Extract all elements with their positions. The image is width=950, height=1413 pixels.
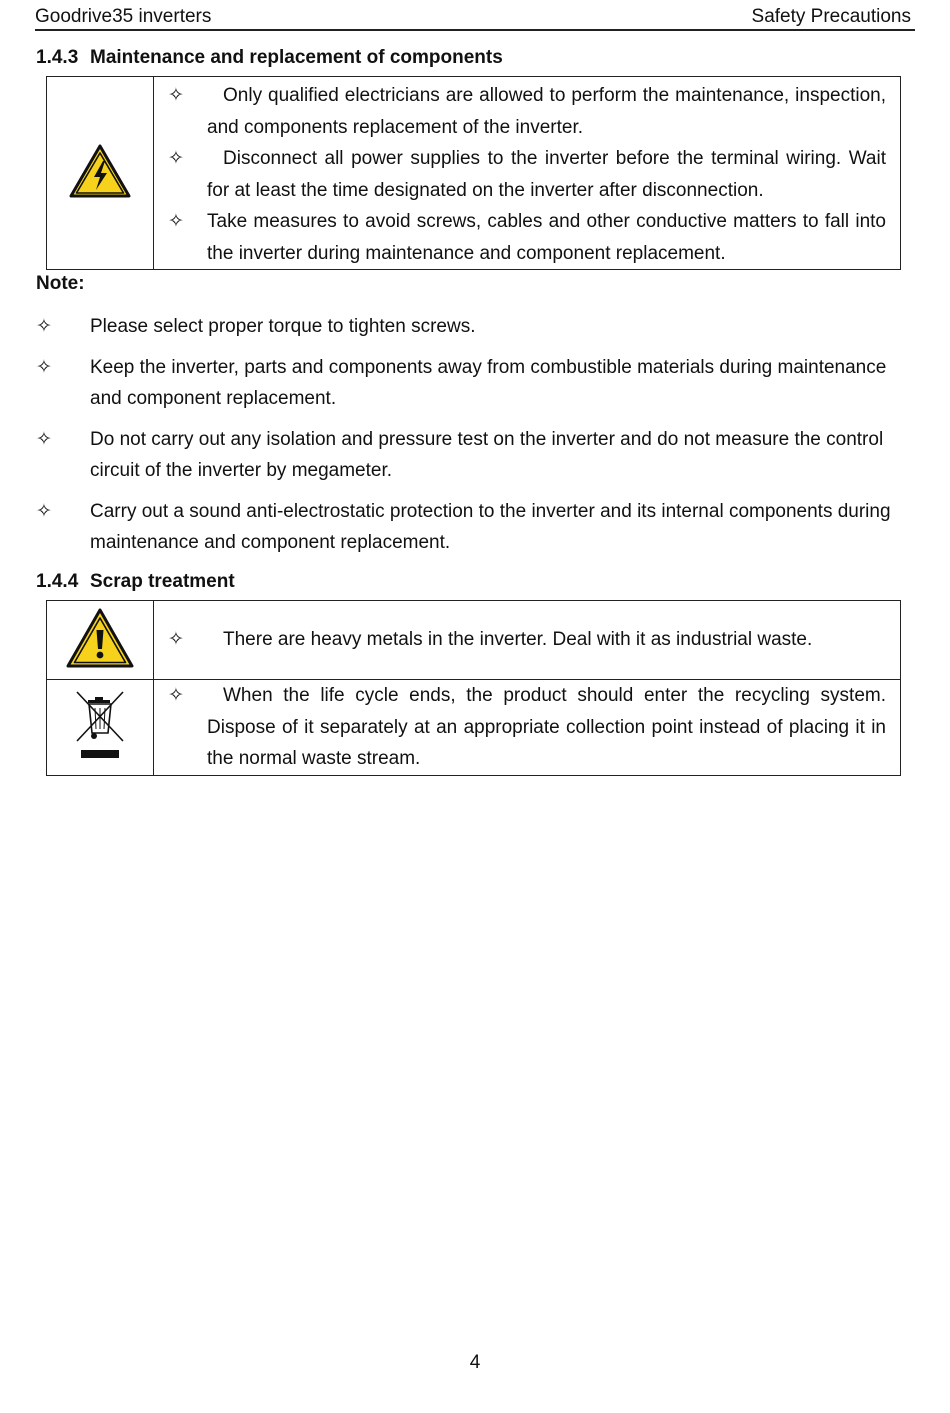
bullet-text: There are heavy metals in the inverter. Deal with it as industrial waste. bbox=[223, 629, 813, 651]
section-number: 1.4.3 bbox=[36, 47, 79, 68]
scrap-bullet bbox=[154, 680, 900, 775]
section-title: Scrap treatment bbox=[90, 571, 235, 592]
diamond-bullet-icon: ✧ bbox=[36, 500, 52, 522]
bullet-text: Only qualified electricians are allowed to perform the maintenance, inspection, and components replacement of the inverter. bbox=[207, 85, 886, 138]
note-item bbox=[36, 311, 912, 343]
scrap-warning-table bbox=[46, 600, 901, 776]
section-heading-maintenance bbox=[36, 47, 503, 69]
bullet-text: When the life cycle ends, the product should enter the recycling system. Dispose of it separately at an appropriate collection point instead of placing it in the normal waste stream. bbox=[207, 685, 886, 769]
scrap-bullet-cell bbox=[154, 680, 901, 776]
scrap-bullet-cell bbox=[154, 601, 901, 680]
crossed-out-wheelie-bin-icon bbox=[74, 689, 126, 761]
weee-icon-cell bbox=[47, 680, 154, 776]
note-text: Carry out a sound anti-electrostatic protection to the inverter and its internal components during maintenance and component replacement. bbox=[90, 500, 891, 553]
bullet-text: Take measures to avoid screws, cables and other conductive matters to fall into the inverter during maintenance and component replacement. bbox=[207, 211, 886, 264]
diamond-bullet-icon: ✧ bbox=[168, 685, 184, 706]
maintenance-bullet bbox=[154, 206, 900, 269]
maintenance-bullet bbox=[154, 143, 900, 206]
note-item bbox=[36, 352, 912, 415]
diamond-bullet-icon: ✧ bbox=[168, 629, 184, 651]
electric-shock-warning-icon bbox=[69, 144, 131, 198]
maintenance-bullet bbox=[154, 80, 900, 143]
note-label: Note: bbox=[36, 273, 85, 294]
section-number: 1.4.4 bbox=[36, 571, 79, 592]
note-text: Do not carry out any isolation and pressure test on the inverter and do not measure the control circuit of the inverter by megameter. bbox=[90, 428, 884, 481]
scrap-bullet bbox=[154, 624, 900, 656]
diamond-bullet-icon: ✧ bbox=[36, 356, 52, 378]
header-chapter-title: Safety Precautions bbox=[751, 6, 911, 27]
header-doc-title: Goodrive35 inverters bbox=[35, 6, 212, 27]
warning-icon-cell bbox=[47, 77, 154, 270]
page-header bbox=[35, 4, 915, 31]
diamond-bullet-icon: ✧ bbox=[36, 428, 52, 450]
note-item bbox=[36, 424, 912, 487]
page-number: 4 bbox=[469, 1352, 481, 1373]
note-text: Please select proper torque to tighten screws. bbox=[90, 316, 476, 337]
note-list bbox=[36, 311, 912, 568]
warning-icon-cell bbox=[47, 601, 154, 680]
general-warning-icon bbox=[66, 608, 134, 668]
diamond-bullet-icon: ✧ bbox=[168, 148, 184, 169]
bullet-text: Disconnect all power supplies to the inverter before the terminal wiring. Wait for at least the time designated on the inverter after disconnection. bbox=[207, 148, 886, 201]
section-heading-scrap bbox=[36, 571, 235, 593]
diamond-bullet-icon: ✧ bbox=[36, 316, 52, 337]
note-text: Keep the inverter, parts and components away from combustible materials during maintenance and component replacement. bbox=[90, 356, 887, 409]
diamond-bullet-icon: ✧ bbox=[168, 85, 184, 106]
note-item bbox=[36, 496, 912, 559]
maintenance-warning-table bbox=[46, 76, 901, 270]
diamond-bullet-icon: ✧ bbox=[168, 211, 184, 232]
section-title: Maintenance and replacement of components bbox=[90, 47, 503, 68]
maintenance-bullet-cell bbox=[154, 77, 901, 270]
